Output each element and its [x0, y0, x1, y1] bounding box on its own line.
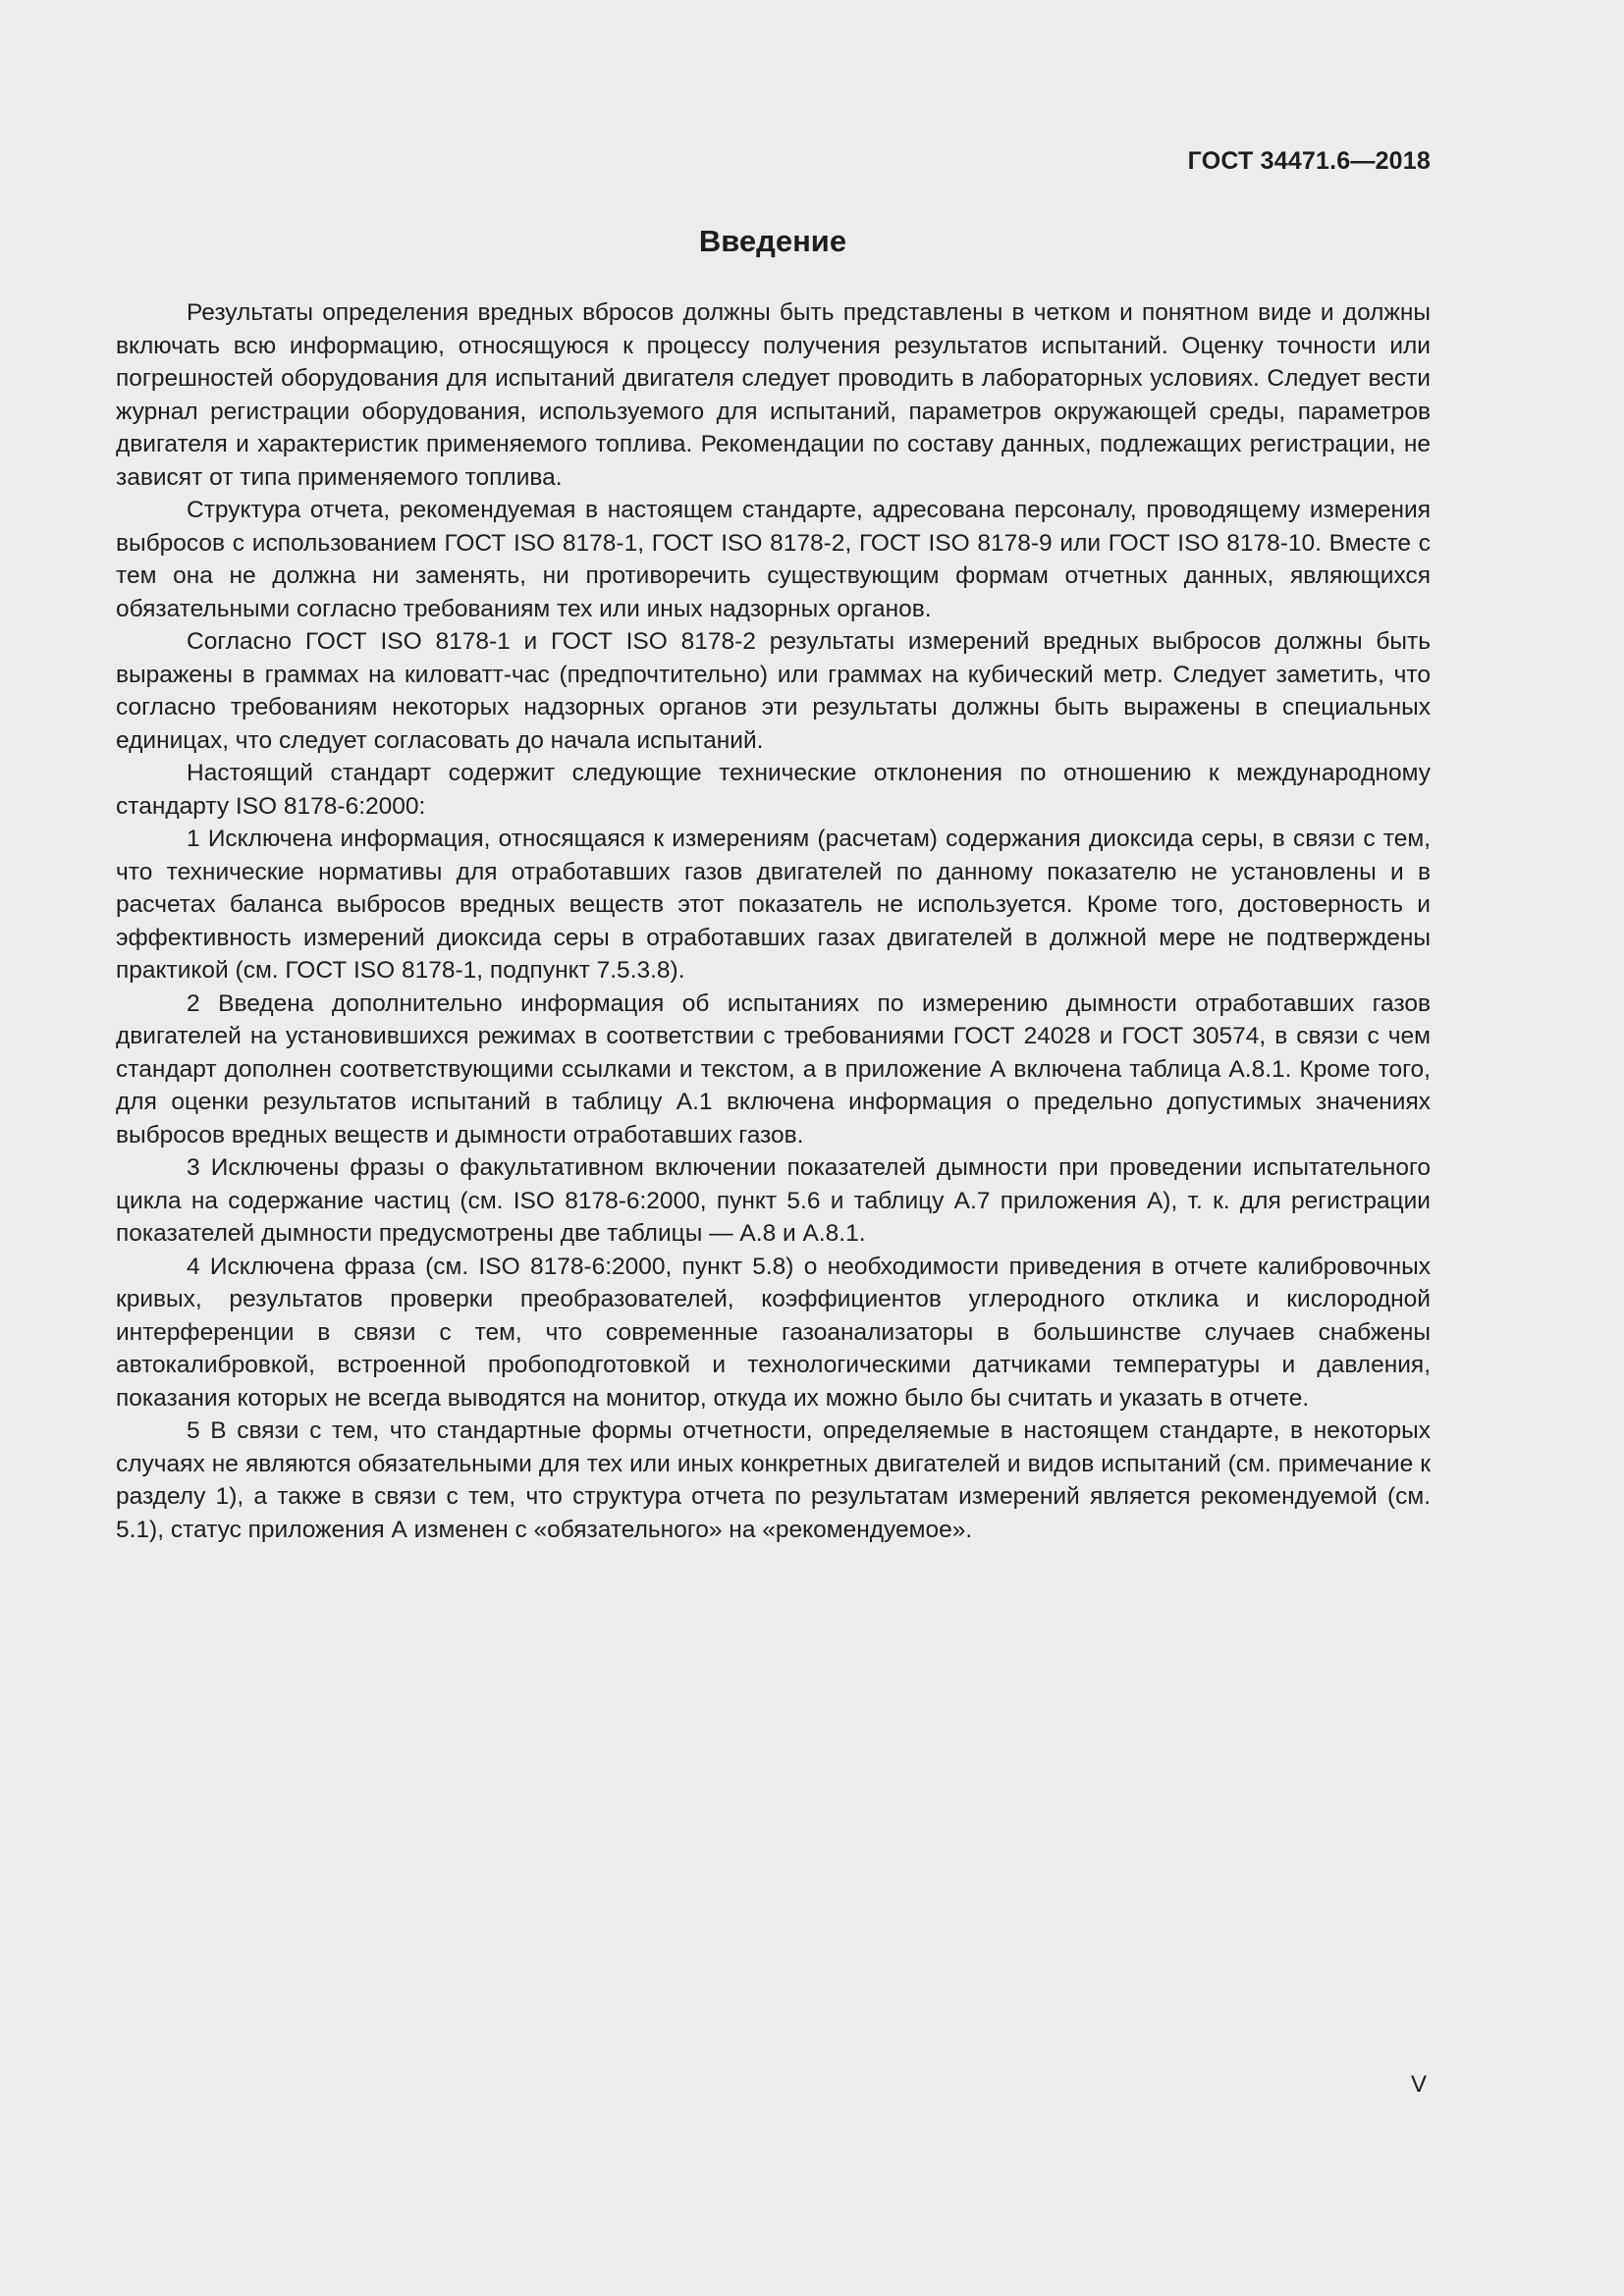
- paragraph-report-structure: Структура отчета, рекомендуемая в настоящем стандарте, адресована персоналу, проводящему измерения выбросов с использованием ГОСТ ISO 8178-1, ГОСТ ISO 8178-2, ГОСТ ISO 8178-9 или ГОСТ ISO 8178-10. Вместе с тем она не должна ни заменять, ни противоречить существующим формам отчетных данных, являющихся обязательными согласно требованиям тех или иных надзорных органов.: [116, 497, 1431, 622]
- paragraph-deviation-2: 2 Введена дополнительно информация об испытаниях по измерению дымности отработавших газов двигателей на установившихся режимах в соответствии с требованиями ГОСТ 24028 и ГОСТ 30574, в связи с чем стандарт дополнен соответствующими ссылками и текстом, а в приложение А включена таблица А.8.1. Кроме того, для оценки результатов испытаний в таблицу А.1 включена информация о предельно допустимых значениях выбросов вредных веществ и дымности отработавших газов.: [116, 989, 1431, 1148]
- document-code: ГОСТ 34471.6—2018: [1187, 147, 1431, 175]
- paragraph-intro: Результаты определения вредных вбросов должны быть представлены в четком и понятном виде и должны включать всю информацию, относящуюся к процессу получения результатов испытаний. Оценку точности или погрешностей оборудования для испытаний двигателя следует проводить в лабораторных условиях. Следует вести журнал регистрации оборудования, используемого для испытаний, параметров окружающей среды, параметров двигателя и характеристик применяемого топлива. Рекомендации по составу данных, подлежащих регистрации, не зависят от типа применяемого топлива.: [116, 299, 1431, 491]
- paragraph-deviation-5: 5 В связи с тем, что стандартные формы отчетности, определяемые в настоящем стандарте, в некоторых случаях не являются обязательными для тех или иных конкретных двигателей и видов испытаний (см. примечание к разделу 1), а также в связи с тем, что структура отчета по результатам измерений является рекомендуемой (см. 5.1), статус приложения А изменен с «обязательного» на «рекомендуемое».: [116, 1417, 1431, 1543]
- page-number: V: [1410, 2071, 1427, 2098]
- paragraph-deviation-4: 4 Исключена фраза (см. ISO 8178-6:2000, пункт 5.8) о необходимости приведения в отчете калибровочных кривых, результатов проверки преобразователей, коэффициентов углеродного отклика и кислородной интерференции в связи с тем, что современные газоанализаторы в большинстве случаев снабжены автокалибровкой, встроенной пробоподготовкой и технологическими датчиками температуры и давления, показания которых не всегда выводятся на монитор, откуда их можно было бы считать и указать в отчете.: [116, 1253, 1431, 1412]
- paragraph-units: Согласно ГОСТ ISO 8178-1 и ГОСТ ISO 8178-2 результаты измерений вредных выбросов должны быть выражены в граммах на киловатт-час (предпочтительно) или граммах на кубический метр. Следует заметить, что согласно требованиям некоторых надзорных органов эти результаты должны быть выражены в специальных единицах, что следует согласовать до начала испытаний.: [116, 628, 1431, 754]
- paragraph-deviation-3: 3 Исключены фразы о факультативном включении показателей дымности при проведении испытательного цикла на содержание частиц (см. ISO 8178-6:2000, пункт 5.6 и таблицу А.7 приложения А), т. к. для регистрации показателей дымности предусмотрены две таблицы — А.8 и А.8.1.: [116, 1154, 1431, 1247]
- paragraph-deviations-lead: Настоящий стандарт содержит следующие технические отклонения по отношению к международному стандарту ISO 8178-6:2000:: [116, 760, 1431, 820]
- introduction-body: [116, 296, 1431, 1546]
- page-title: Введение: [698, 224, 847, 258]
- paragraph-deviation-1: 1 Исключена информация, относящаяся к измерениям (расчетам) содержания диоксида серы, в связи с тем, что технические нормативы для отработавших газов двигателей по данному показателю не установлены и в расчетах баланса выбросов вредных веществ этот показатель не используется. Кроме того, достоверность и эффективность измерений диоксида серы в отработавших газах двигателей в должной мере не подтверждены практикой (см. ГОСТ ISO 8178-1, подпункт 7.5.3.8).: [116, 826, 1431, 984]
